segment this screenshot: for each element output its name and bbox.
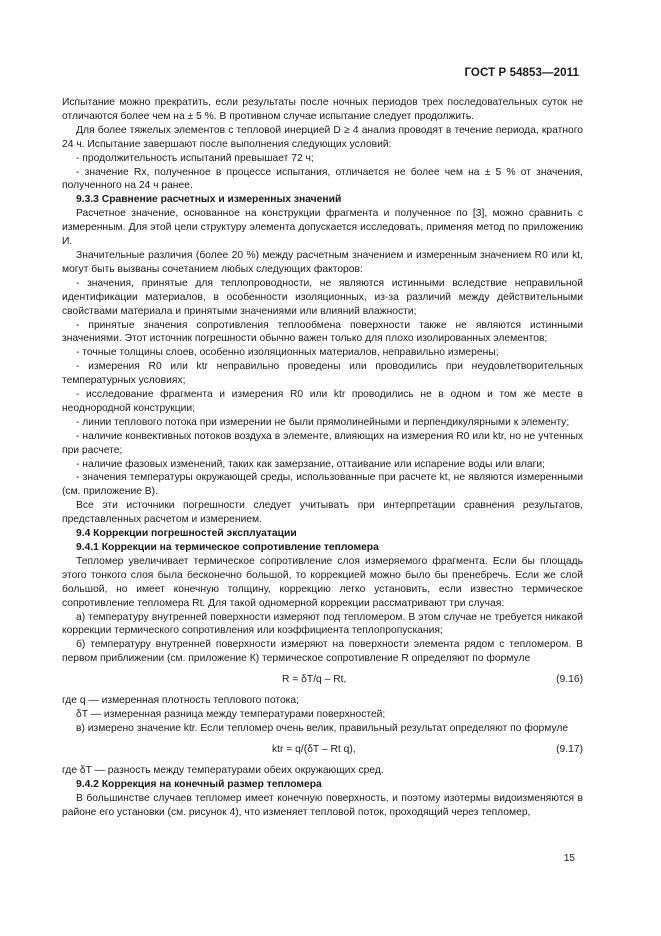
page-number: 15 <box>563 853 575 864</box>
equation-formula: R = δT/q – Rt, <box>282 674 347 686</box>
section-heading-9-3-3: 9.3.3 Сравнение расчетных и измеренных значений <box>76 194 342 206</box>
list-item: - значение Rx, полученное в процессе испытания, отличается не более чем на ± 5 % от значения, полученного на 24 ч ранее. <box>62 166 583 192</box>
list-item: - продолжительность испытаний превышает 72 ч; <box>76 152 314 164</box>
list-item: а) температуру внутренней поверхности измеряют под тепломером. В этом случае не требуется никакой коррекции термического сопротивления или коэффициента теплопропускания; <box>62 611 583 637</box>
paragraph: Для более тяжелых элементов с тепловой инерцией D ≥ 4 анализ проводят в течение периода, кратного 24 ч. Испытание завершают после выполнения следующих условий: <box>62 124 583 150</box>
section-heading-9-4: 9.4 Коррекции погрешностей эксплуатации <box>76 528 297 540</box>
paragraph: Все эти источники погрешности следует учитывать при интерпретации сравнения результатов, представленных расчетом и измерением. <box>62 500 583 526</box>
paragraph: где q — измеренная плотность теплового потока; <box>62 695 299 707</box>
paragraph: Расчетное значение, основанное на конструкции фрагмента и полученное по [3], можно сравнить с измеренным. Для этой цели структуру элемента допускается исследовать, применяя метод по приложению И. <box>62 208 583 248</box>
list-item: - наличие конвективных потоков воздуха в элементе, влияющих на измерения R0 или ktr, но не учтенных при расчете; <box>62 430 583 456</box>
paragraph: Значительные различия (более 20 %) между расчетным значением и измеренным значением R0 или kt, могут быть вызваны сочетанием любых следующих факторов: <box>62 249 583 275</box>
paragraph: Испытание можно прекратить, если результаты после ночных периодов трех последовательных суток не отличаются более чем на ± 5 %. В противном случае испытание следует продолжить. <box>62 97 583 122</box>
equation-9-16 <box>62 666 583 694</box>
list-item: - исследование фрагмента и измерения R0 или ktr проводились не в одном и том же месте в неоднородной конструкции; <box>62 389 583 414</box>
section-heading-9-4-2: 9.4.2 Коррекция на конечный размер тепломера <box>76 778 322 790</box>
list-item: б) температуру внутренней поверхности измеряют на поверхности элемента рядом с тепломером. В первом приближении (см. приложение К) термическое сопротивление R определяют по формуле <box>62 639 583 665</box>
paragraph: В большинстве случаев тепломер имеет конечную поверхность, и поэтому изотермы видоизменяются в районе его установки (см. рисунок 4), что изменяет тепловой поток, проходящий через тепломер, <box>62 792 583 818</box>
equation-number: (9.17) <box>556 743 583 755</box>
standard-code-header: ГОСТ Р 54853—2011 <box>464 67 579 79</box>
list-item: в) измерено значение ktr. Если тепломер очень велик, правильный результат определяют по формуле <box>76 722 569 734</box>
paragraph: где δT — разность между температурами обеих окружающих сред. <box>62 764 384 776</box>
equation-9-17 <box>62 736 583 764</box>
equation-number: (9.16) <box>556 674 583 686</box>
list-item: - наличие фазовых изменений, таких как замерзание, оттаивание или испарение воды или влаги; <box>76 458 545 470</box>
list-item: - измерения R0 или ktr неправильно проведены или проводились при неудовлетворительных температурных условиях; <box>62 361 583 387</box>
list-item: - принятые значения сопротивления теплообмена поверхности также не являются истинными значениями. Этот источник погрешности обычно важен только для плохо изолированных элементов; <box>62 319 583 345</box>
list-item: - значения температуры окружающей среды, использованные при расчете kt, не являются измеренными (см. приложение В). <box>62 472 583 498</box>
list-item: - точные толщины слоев, особенно изоляционных материалов, неправильно измерены; <box>76 347 499 359</box>
paragraph: Тепломер увеличивает термическое сопротивление слоя измеряемого фрагмента. Если бы площадь этого тонкого слоя была бесконечно большой, то коррекцией можно было бы пренебречь. Если же слой большой, но имеет конечную толщину, коррекцию легко установить, если известно термическое сопротивление тепломера Rt. Для такой одномерной коррекции рассматривают три случая: <box>62 555 583 609</box>
list-item: - линии теплового потока при измерении не были прямолинейными и перпендикулярными к элементу; <box>76 416 570 428</box>
body-text <box>62 96 583 820</box>
list-item: - значения, принятые для теплопроводности, не являются истинными вследствие неправильной идентификации материалов, в особенности изоляционных, из-за различий между действительными свойствами материала и принятыми значениями или влияний влажности; <box>62 277 583 317</box>
equation-formula: ktr = q/(δT – Rt q), <box>272 743 356 755</box>
section-heading-9-4-1: 9.4.1 Коррекции на термическое сопротивление тепломера <box>76 542 379 553</box>
paragraph: δT — измеренная разница между температурами поверхностей; <box>76 709 386 721</box>
